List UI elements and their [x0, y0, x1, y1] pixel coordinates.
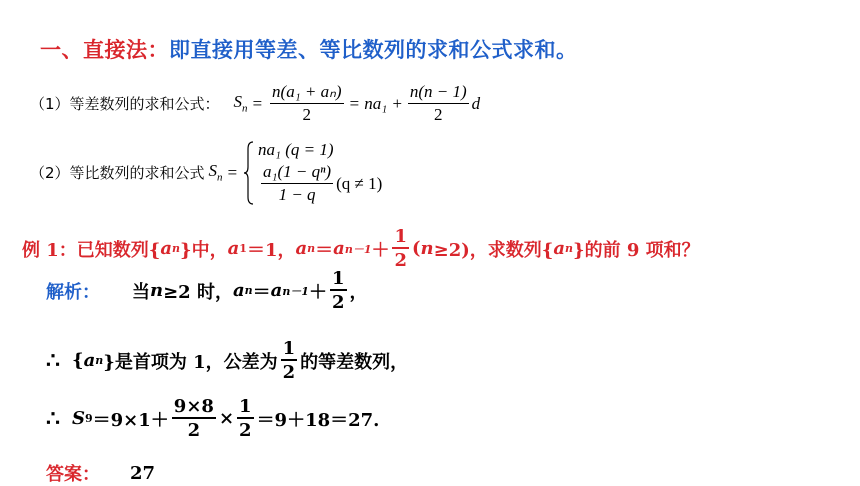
formula1-fraction1: $\frac{\text{n(a₁ + aₙ)}}{2}$: [272, 82, 342, 124]
arithmetic-sum-formula: [30, 82, 480, 125]
geometric-sum-formula: [30, 140, 382, 205]
therefore-symbol: ∴: [46, 405, 60, 432]
solution-line3-fraction2: $\frac{1}{2}$: [239, 396, 252, 441]
heading-prefix: 一、直接法：: [40, 38, 169, 62]
example-problem: 例 1： 已知数列{ a n }中， a 1 ＝1， a n ＝ a n－1 ＋ $\frac{1}{2}$ ( n ≥2)，求数列{ a n }的前 9 项和？: [22, 226, 700, 271]
left-brace-icon: [244, 141, 254, 205]
formula2-case2: $\frac{\text{a₁(1 − qⁿ)}}{1 - q}$ (q ≠ 1): [263, 162, 383, 204]
formula1-tail: d: [471, 93, 481, 113]
heading-text: 即直接用等差、等比数列的求和公式求和。: [169, 38, 578, 62]
formula2-lhs: $S_n$: [208, 161, 223, 184]
solution-line-3: ∴ S 9 ＝9×1＋ $\frac{9\times 8}{2}$ × $\frac{1}{2}$ ＝9＋18＝27.: [46, 396, 380, 441]
answer-line: [46, 460, 155, 486]
solution-line-1: 解析： 当 n ≥2 时， a n ＝ a n－1 ＋ $\frac{1}{2}$ ，: [46, 268, 368, 313]
answer-value: 27: [130, 462, 156, 484]
solution-line3-fraction1: $\frac{9\times 8}{2}$: [173, 396, 214, 441]
answer-label: 答案：: [46, 464, 100, 485]
formula1-fraction2: $\frac{n(n - 1)}{2}$: [409, 82, 467, 124]
formula2-case1: na₁ (q = 1): [258, 140, 334, 159]
formula1-eq1: =: [251, 93, 264, 113]
section-heading: [40, 34, 578, 64]
formula2-eq: =: [226, 162, 239, 182]
solution-line-2: ∴ { a n }是首项为 1，公差为 $\frac{1}{2}$ 的等差数列，: [46, 338, 409, 383]
solution-line2-fraction: $\frac{1}{2}$: [282, 338, 296, 383]
therefore-symbol: ∴: [46, 347, 60, 374]
example-label: 例 1：: [22, 239, 77, 261]
formula1-label: （1）等差数列的求和公式：: [30, 95, 220, 113]
formula2-cases: [238, 140, 382, 205]
solution-label: 解析：: [46, 281, 100, 303]
solution-line1-fraction: $\frac{1}{2}$: [331, 268, 345, 313]
example-fraction: $\frac{1}{2}$: [394, 226, 408, 271]
formula2-label: （2）等比数列的求和公式: [30, 164, 205, 182]
formula1-lhs: $S_n$: [233, 92, 248, 115]
formula1-eq2: = na₁ +: [348, 93, 403, 113]
